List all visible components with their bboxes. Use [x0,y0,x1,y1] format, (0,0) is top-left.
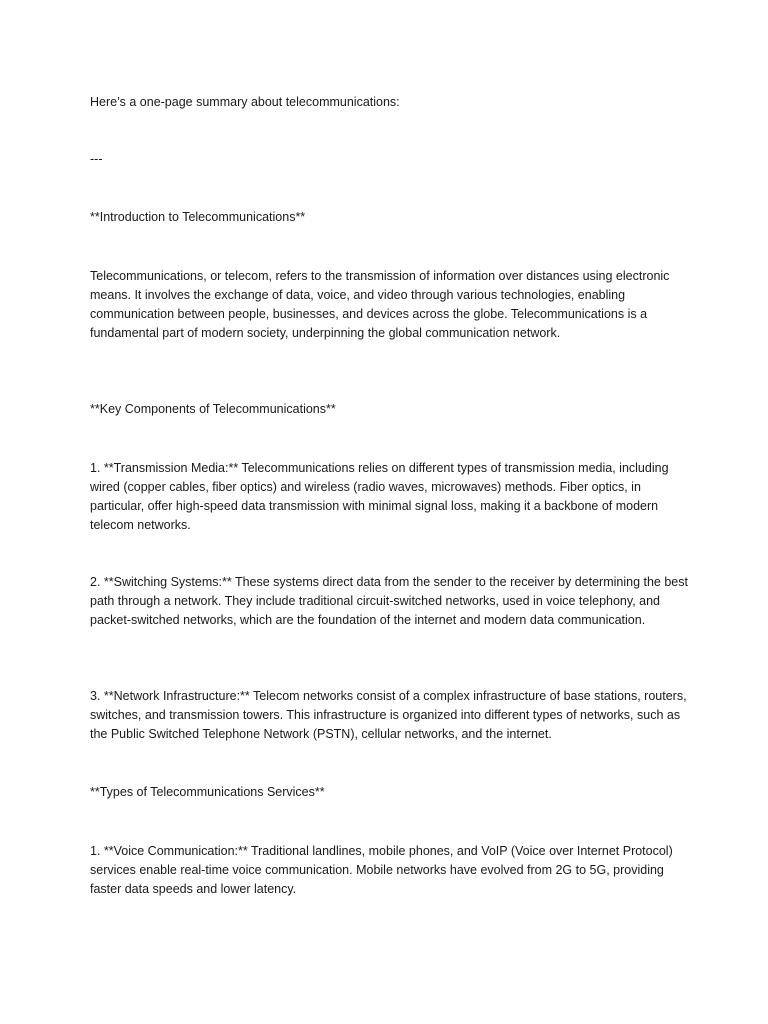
section-heading-service-types: **Types of Telecommunications Services** [90,785,325,799]
list-item-transmission-media: 1. **Transmission Media:** Telecommunications relies on different types of transmission media, including wired (copper cables, fiber optics) and wireless (radio waves, microwaves) methods. Fiber optics, in particular, offer high-speed data transmission with minimal signal loss, making it a backbone of modern telecom networks. [90,461,669,532]
section-heading-key-components: **Key Components of Telecommunications** [90,402,336,416]
paragraph-introduction: Telecommunications, or telecom, refers to the transmission of information over distances using electronic means. It involves the exchange of data, voice, and video through various technologies, enabling communication between people, businesses, and devices across the globe. Telecommunications is a fundamental part of modern society, underpinning the global communication network. [90,269,670,340]
section-heading-introduction: **Introduction to Telecommunications** [90,210,306,224]
list-item-switching-systems: 2. **Switching Systems:** These systems direct data from the sender to the receiver by determining the best path through a network. They include traditional circuit-switched networks, used in voice telephony, and packet-switched networks, which are the foundation of the internet and modern data communication. [90,575,688,627]
list-item-network-infrastructure: 3. **Network Infrastructure:** Telecom networks consist of a complex infrastructure of base stations, routers, switches, and transmission towers. This infrastructure is organized into different types of networks, such as the Public Switched Telephone Network (PSTN), cellular networks, and the internet. [90,689,687,741]
separator: --- [90,152,103,166]
intro-line: Here’s a one-page summary about telecommunications: [90,95,400,109]
list-item-voice-communication: 1. **Voice Communication:** Traditional landlines, mobile phones, and VoIP (Voice over Internet Protocol) services enable real-time voice communication. Mobile networks have evolved from 2G to 5G, providing faster data speeds and lower latency. [90,844,673,896]
